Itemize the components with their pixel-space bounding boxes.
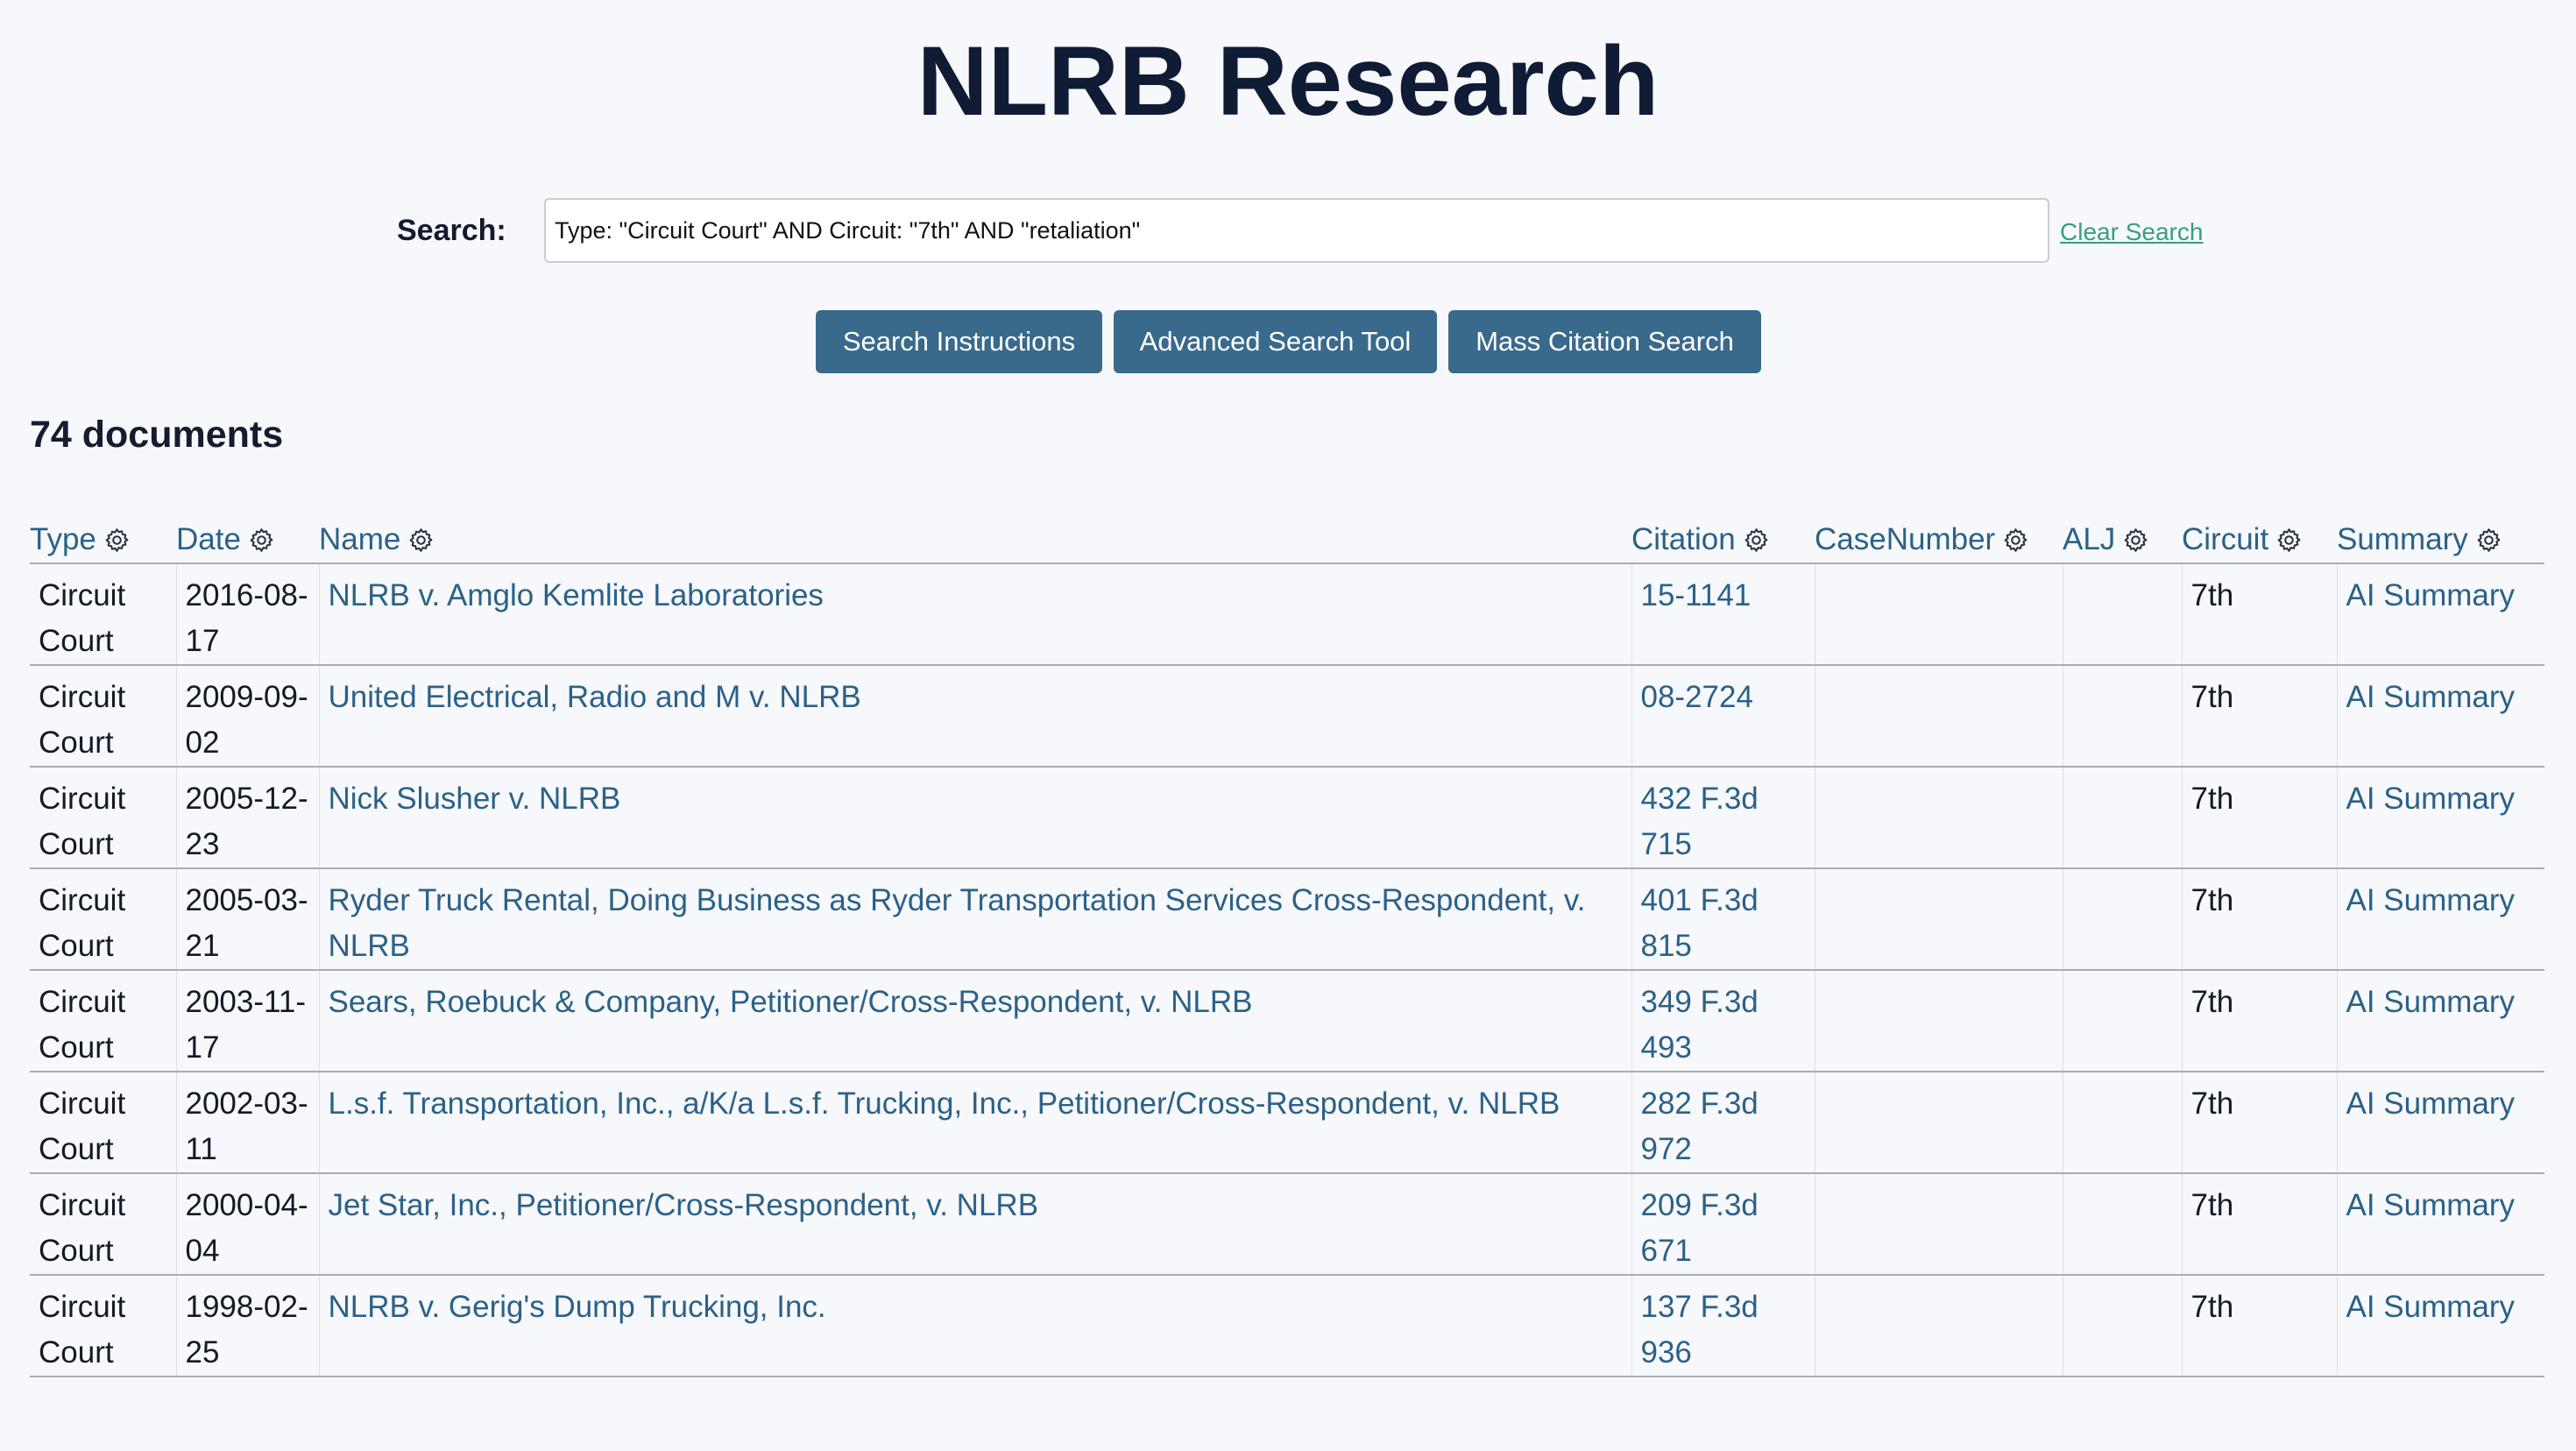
cell-case-number (1815, 665, 2063, 767)
cell-alj (2063, 970, 2182, 1072)
cell-date: 2005-03-21 (176, 868, 319, 970)
cell-alj (2063, 1275, 2182, 1377)
cell-name (319, 665, 1631, 767)
citation-link[interactable]: 432 F.3d 715 (1640, 782, 1759, 861)
cell-type: Circuit Court (30, 1275, 176, 1377)
search-input[interactable] (544, 198, 2049, 263)
document-count: 74 documents (30, 414, 284, 456)
citation-link[interactable]: 137 F.3d 936 (1640, 1290, 1759, 1370)
cell-circuit: 7th (2182, 868, 2337, 970)
ai-summary-link[interactable]: AI Summary (2346, 578, 2516, 612)
ai-summary-link[interactable]: AI Summary (2346, 1086, 2516, 1121)
cell-type: Circuit Court (30, 767, 176, 868)
column-header-summary[interactable] (2337, 517, 2544, 563)
cell-summary (2337, 970, 2544, 1072)
table-row (30, 1173, 2544, 1275)
cell-citation (1631, 1275, 1815, 1377)
clear-search-link[interactable]: Clear Search (2060, 218, 2204, 245)
column-header-alj[interactable] (2063, 517, 2182, 563)
column-header-label[interactable]: Type (30, 522, 96, 556)
column-header-type[interactable] (30, 517, 176, 563)
cell-circuit: 7th (2182, 767, 2337, 868)
results-table (30, 517, 2544, 1377)
case-name-link[interactable]: NLRB v. Gerig's Dump Trucking, Inc. (328, 1290, 826, 1324)
cell-date: 2002-03-11 (176, 1072, 319, 1173)
cell-citation (1631, 767, 1815, 868)
cell-case-number (1815, 868, 2063, 970)
cell-summary (2337, 665, 2544, 767)
cell-date: 2005-12-23 (176, 767, 319, 868)
case-name-link[interactable]: Sears, Roebuck & Company, Petitioner/Cross-Respondent, v. NLRB (328, 985, 1253, 1019)
case-name-link[interactable]: Ryder Truck Rental, Doing Business as Ryder Transportation Services Cross-Respondent, v. NLRB (328, 883, 1586, 963)
column-header-label[interactable]: ALJ (2063, 522, 2116, 556)
cell-citation (1631, 970, 1815, 1072)
cell-summary (2337, 1072, 2544, 1173)
cell-alj (2063, 767, 2182, 868)
cell-name (319, 1173, 1631, 1275)
cell-summary (2337, 1275, 2544, 1377)
column-header-label[interactable]: Summary (2337, 522, 2468, 556)
case-name-link[interactable]: L.s.f. Transportation, Inc., a/K/a L.s.f. Trucking, Inc., Petitioner/Cross-Respondent, v. NLRB (328, 1086, 1560, 1121)
table-row (30, 1275, 2544, 1377)
table-row (30, 868, 2544, 970)
ai-summary-link[interactable]: AI Summary (2346, 883, 2516, 917)
ai-summary-link[interactable]: AI Summary (2346, 985, 2516, 1019)
case-name-link[interactable]: NLRB v. Amglo Kemlite Laboratories (328, 578, 824, 612)
column-header-label[interactable]: Name (319, 522, 401, 556)
citation-link[interactable]: 349 F.3d 493 (1640, 985, 1759, 1065)
column-header-case-number[interactable] (1815, 517, 2063, 563)
column-header-name[interactable] (319, 517, 1631, 563)
cell-date: 2016-08-17 (176, 563, 319, 665)
column-header-label[interactable]: CaseNumber (1815, 522, 1996, 556)
cell-case-number (1815, 767, 2063, 868)
cell-alj (2063, 1173, 2182, 1275)
citation-link[interactable]: 08-2724 (1640, 680, 1753, 714)
cell-name (319, 1072, 1631, 1173)
page-title: NLRB Research (916, 26, 1660, 136)
cell-case-number (1815, 1173, 2063, 1275)
cell-summary (2337, 767, 2544, 868)
ai-summary-link[interactable]: AI Summary (2346, 680, 2516, 714)
column-header-date[interactable] (176, 517, 319, 563)
table-row (30, 563, 2544, 665)
cell-type: Circuit Court (30, 665, 176, 767)
gear-icon[interactable] (248, 527, 275, 554)
cell-circuit: 7th (2182, 970, 2337, 1072)
cell-alj (2063, 1072, 2182, 1173)
cell-type: Circuit Court (30, 1072, 176, 1173)
ai-summary-link[interactable]: AI Summary (2346, 782, 2516, 816)
search-label: Search: (397, 214, 506, 247)
cell-date: 2003-11-17 (176, 970, 319, 1072)
cell-case-number (1815, 563, 2063, 665)
ai-summary-link[interactable]: AI Summary (2346, 1188, 2516, 1222)
table-row (30, 970, 2544, 1072)
cell-circuit: 7th (2182, 1173, 2337, 1275)
cell-case-number (1815, 970, 2063, 1072)
case-name-link[interactable]: Nick Slusher v. NLRB (328, 782, 621, 816)
cell-name (319, 868, 1631, 970)
cell-circuit: 7th (2182, 1275, 2337, 1377)
citation-link[interactable]: 282 F.3d 972 (1640, 1086, 1759, 1166)
cell-date: 1998-02-25 (176, 1275, 319, 1377)
gear-icon[interactable] (407, 527, 435, 554)
cell-citation (1631, 563, 1815, 665)
search-instructions-button[interactable]: Search Instructions (816, 310, 1102, 373)
table-row (30, 665, 2544, 767)
cell-date: 2000-04-04 (176, 1173, 319, 1275)
cell-type: Circuit Court (30, 1173, 176, 1275)
case-name-link[interactable]: Jet Star, Inc., Petitioner/Cross-Respondent, v. NLRB (328, 1188, 1039, 1222)
cell-type: Circuit Court (30, 868, 176, 970)
case-name-link[interactable]: United Electrical, Radio and M v. NLRB (328, 680, 861, 714)
gear-icon[interactable] (2475, 527, 2502, 554)
cell-name (319, 970, 1631, 1072)
cell-name (319, 563, 1631, 665)
column-header-citation[interactable] (1631, 517, 1815, 563)
cell-circuit: 7th (2182, 1072, 2337, 1173)
cell-citation (1631, 868, 1815, 970)
table-header-row (30, 517, 2544, 563)
table-row (30, 1072, 2544, 1173)
cell-circuit: 7th (2182, 563, 2337, 665)
cell-citation (1631, 665, 1815, 767)
cell-summary (2337, 1173, 2544, 1275)
column-header-circuit[interactable] (2182, 517, 2337, 563)
gear-icon[interactable] (2002, 527, 2029, 554)
cell-type: Circuit Court (30, 970, 176, 1072)
cell-alj (2063, 665, 2182, 767)
cell-case-number (1815, 1275, 2063, 1377)
gear-icon[interactable] (2275, 527, 2303, 554)
cell-name (319, 767, 1631, 868)
table-row (30, 767, 2544, 868)
citation-link[interactable]: 209 F.3d 671 (1640, 1188, 1759, 1268)
column-header-label[interactable]: Date (176, 522, 241, 556)
cell-circuit: 7th (2182, 665, 2337, 767)
cell-date: 2009-09-02 (176, 665, 319, 767)
cell-alj (2063, 868, 2182, 970)
mass-citation-search-button[interactable]: Mass Citation Search (1448, 310, 1761, 373)
cell-type: Circuit Court (30, 563, 176, 665)
citation-link[interactable]: 15-1141 (1640, 578, 1752, 612)
cell-alj (2063, 563, 2182, 665)
gear-icon[interactable] (1743, 527, 1770, 554)
gear-icon[interactable] (2122, 527, 2149, 554)
advanced-search-tool-button[interactable]: Advanced Search Tool (1114, 310, 1437, 373)
ai-summary-link[interactable]: AI Summary (2346, 1290, 2516, 1324)
citation-link[interactable]: 401 F.3d 815 (1640, 883, 1759, 963)
column-header-label[interactable]: Citation (1631, 522, 1736, 556)
cell-citation (1631, 1173, 1815, 1275)
cell-citation (1631, 1072, 1815, 1173)
cell-summary (2337, 563, 2544, 665)
gear-icon[interactable] (103, 527, 131, 554)
cell-summary (2337, 868, 2544, 970)
column-header-label[interactable]: Circuit (2182, 522, 2269, 556)
cell-case-number (1815, 1072, 2063, 1173)
cell-name (319, 1275, 1631, 1377)
